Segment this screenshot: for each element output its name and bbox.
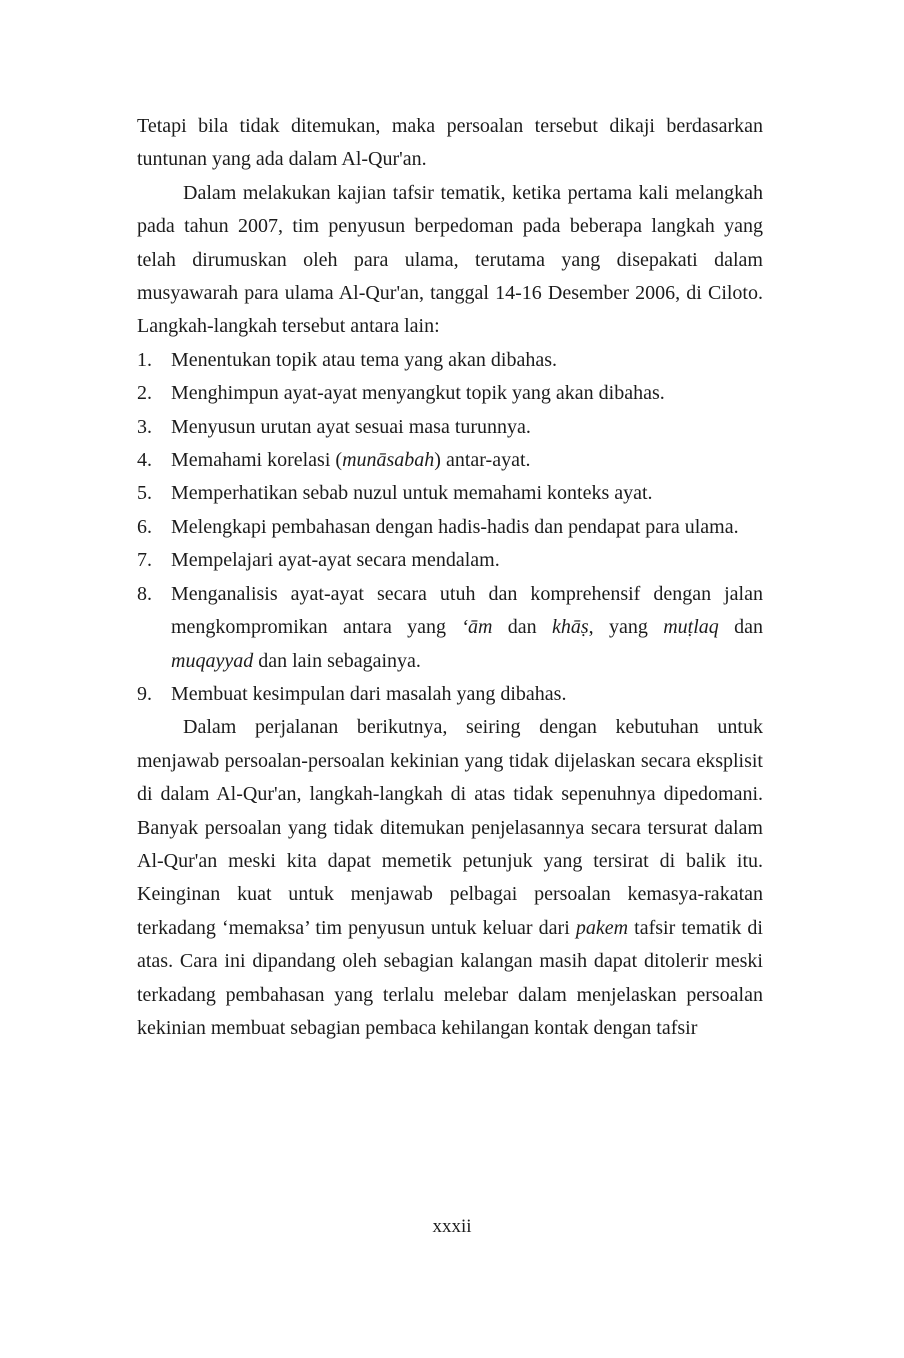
list-item-text — [171, 382, 665, 404]
list-item-text — [171, 516, 739, 538]
page-footer — [0, 1216, 904, 1238]
list-item-text — [171, 482, 653, 504]
text-run: dan — [718, 616, 763, 639]
list-item — [137, 578, 763, 678]
list-item — [137, 477, 763, 510]
text-run: Dalam perjalanan berikutnya, seiring dengan kebutuhan untuk menjawab persoalan-persoalan kekinian yang tidak dijelaskan secara eksplisit di dalam Al-Qur'an, langkah-langkah di atas tidak sepenuhnya dipedomani. Banyak persoalan yang tidak ditemukan penjelasannya secara tersurat dalam Al-Qur'an meski kita dapat memetik petunjuk yang tersirat di balik itu. Keinginan kuat untuk menjawab pelbagai persoalan kemasya-rakatan terkadang ‘memaksa’ tim penyusun untuk keluar dari — [137, 716, 763, 939]
italic-term: ‘ām — [461, 616, 493, 639]
text-run: Dalam melakukan kajian tafsir tematik, ketika pertama kali melangkah pada tahun 2007, tim penyusun berpedoman pada beberapa langkah yang telah dirumuskan oleh para ulama, terutama yang disepakati dalam musyawarah para ulama Al-Qur'an, tanggal 14-16 Desember 2006, di Ciloto. Langkah-langkah tersebut antara lain: — [137, 181, 763, 338]
italic-term: muqayyad — [171, 649, 254, 672]
italic-term: khāṣ — [551, 616, 589, 639]
italic-term: pakem — [575, 916, 629, 939]
italic-term: munāsabah — [342, 449, 435, 472]
text-run: tafsir tematik di atas. Cara ini dipandang oleh sebagian kalangan masih dapat ditolerir meski terkadang pembahasan yang terlalu melebar dalam menjelaskan persoalan kekinian membuat sebagian pembaca kehilangan kontak dengan tafsir — [137, 916, 763, 1039]
list-item-text — [171, 683, 566, 705]
list-item-number: 8. — [137, 582, 152, 605]
list-item-number: 7. — [137, 549, 152, 572]
text-run: ) antar-ayat. — [434, 449, 531, 472]
list-item — [137, 411, 763, 444]
list-item-number: 9. — [137, 682, 152, 705]
page-text — [137, 110, 763, 1045]
list-item — [137, 444, 763, 477]
text-run: dan — [492, 616, 552, 639]
list-item — [137, 344, 763, 377]
text-run: Menentukan topik atau tema yang akan dibahas. — [171, 348, 557, 371]
list-item — [137, 544, 763, 577]
paragraph — [137, 711, 763, 1045]
paragraph — [137, 110, 763, 177]
list-item-text — [171, 583, 763, 672]
list-item-number: 6. — [137, 515, 152, 538]
list-item — [137, 678, 763, 711]
list-item-number: 3. — [137, 415, 152, 438]
text-run: Menganalisis ayat-ayat secara utuh dan komprehensif dengan jalan mengkompromikan antara yang — [171, 582, 763, 639]
paragraph — [137, 177, 763, 344]
list-item-text — [171, 449, 531, 471]
list-item-number: 5. — [137, 482, 152, 505]
text-run: Memperhatikan sebab nuzul untuk memahami konteks ayat. — [171, 482, 653, 505]
text-run: Menghimpun ayat-ayat menyangkut topik yang akan dibahas. — [171, 382, 665, 405]
list-item-text — [171, 416, 531, 438]
italic-term: muṭlaq — [663, 616, 719, 639]
list-item-number: 4. — [137, 449, 152, 472]
list-item-number: 2. — [137, 382, 152, 405]
text-run: dan lain sebagainya. — [253, 649, 421, 672]
list-item — [137, 377, 763, 410]
list-item-number: 1. — [137, 348, 152, 371]
text-run: Mempelajari ayat-ayat secara mendalam. — [171, 549, 500, 572]
text-run: Membuat kesimpulan dari masalah yang dibahas. — [171, 682, 567, 705]
list-item — [137, 511, 763, 544]
text-run: Tetapi bila tidak ditemukan, maka persoalan tersebut dikaji berdasarkan tuntunan yang ada dalam Al-Qur'an. — [137, 115, 763, 171]
list-item-text — [171, 549, 500, 571]
text-run: Menyusun urutan ayat sesuai masa turunnya. — [171, 415, 531, 438]
text-run: , yang — [588, 616, 664, 639]
list-item-text — [171, 349, 557, 371]
page-number: xxxii — [432, 1216, 472, 1237]
text-run: Melengkapi pembahasan dengan hadis-hadis dan pendapat para ulama. — [171, 515, 739, 538]
text-run: Memahami korelasi ( — [171, 449, 343, 472]
